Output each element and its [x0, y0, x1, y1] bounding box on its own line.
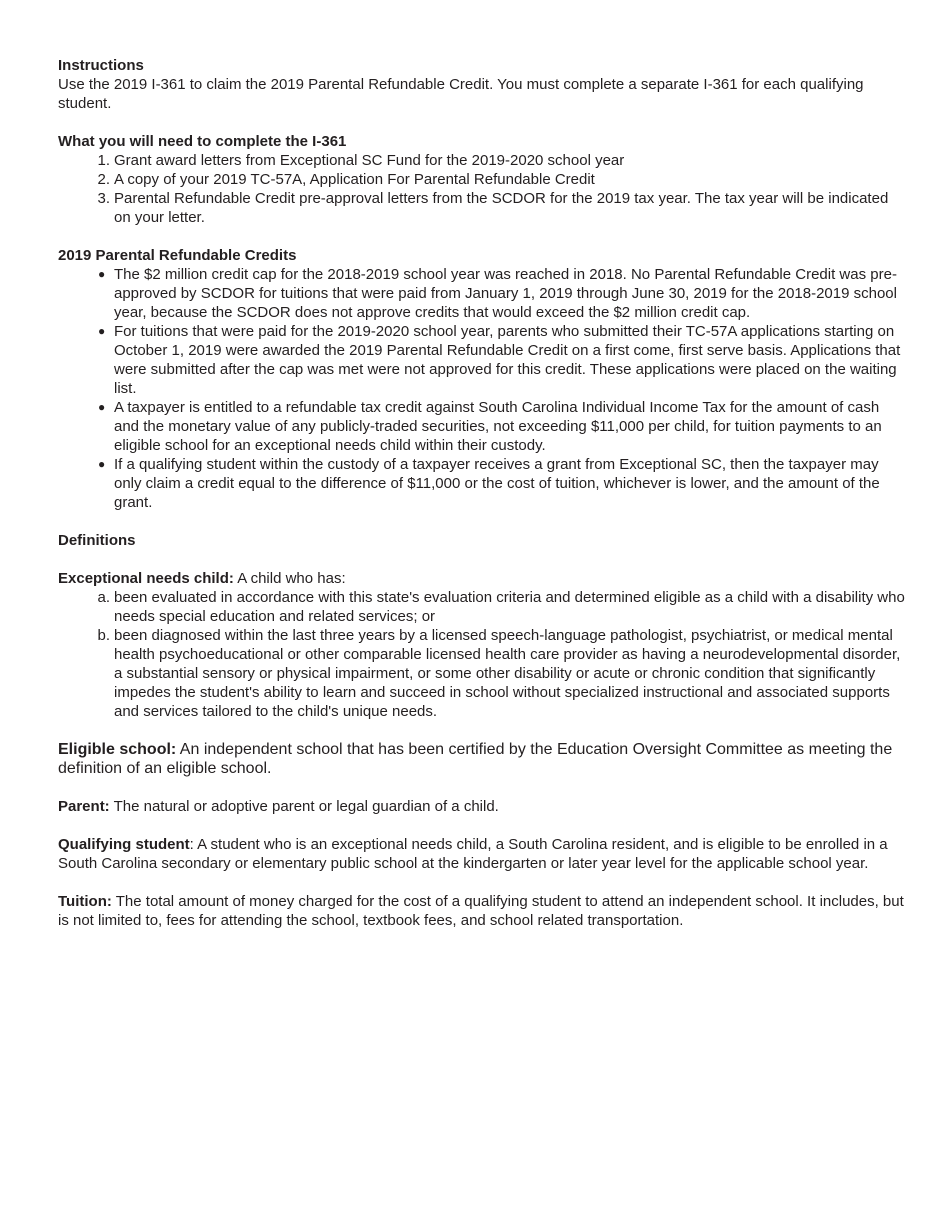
definition-term: Tuition: [58, 893, 112, 910]
list-item [98, 398, 908, 455]
credits-heading: 2019 Parental Refundable Credits [58, 247, 297, 264]
bullet-icon: ● [98, 400, 106, 414]
definition-term: Parent: [58, 798, 110, 815]
definition-text: A child who has: [233, 570, 346, 587]
list-item-text: A taxpayer is entitled to a refundable tax credit against South Carolina Individual Income Tax for the amount of cash and the monetary value of any publicly-traded securities, not exceeding $11,000 per child, for tuition payments to an eligible school for an exceptional needs child within their custody. [114, 399, 882, 454]
list-item [97, 170, 908, 189]
definition-text: The natural or adoptive parent or legal guardian of a child. [109, 798, 499, 815]
bullet-icon: ● [98, 457, 106, 471]
definition-tuition [58, 892, 908, 930]
list-item [97, 588, 908, 626]
definition-term: Qualifying student [58, 836, 190, 853]
definition-text: The total amount of money charged for the cost of a qualifying student to attend an independent school. It includes, but is not limited to, fees for attending the school, textbook fees, and school related transportation. [58, 893, 904, 929]
definitions-heading: Definitions [58, 532, 136, 549]
definition-parent [58, 797, 908, 816]
list-item-text: been diagnosed within the last three years by a licensed speech-language pathologist, psychiatrist, or medical mental health psychoeducational or other comparable licensed health care provider as having a neurodevelopmental disorder, a substantial sensory or physical impairment, or some other disability or acute or chronic condition that significantly impedes the student's ability to learn and succeed in school without specialized instructional and associated supports and services tailored to the child's unique needs. [114, 627, 901, 720]
list-item-text: If a qualifying student within the custody of a taxpayer receives a grant from Exceptional SC, then the taxpayer may only claim a credit equal to the difference of $11,000 or the cost of tuition, whichever is lower, and the amount of the grant. [114, 456, 880, 511]
list-item-text: The $2 million credit cap for the 2018-2019 school year was reached in 2018. No Parental Refundable Credit was pre-approved by SCDOR for tuitions that were paid from January 1, 2019 through June 30, 2019 for the 2018-2019 school year, because the SCDOR does not approve credits that would exceed the $2 million credit cap. [114, 266, 897, 321]
list-marker: b. [97, 627, 110, 644]
needs-list [58, 151, 908, 227]
instructions-text: Use the 2019 I-361 to claim the 2019 Parental Refundable Credit. You must complete a separate I-361 for each qualifying student. [58, 76, 864, 112]
definition-text: : A student who is an exceptional needs child, a South Carolina resident, and is eligible to be enrolled in a South Carolina secondary or elementary public school at the kindergarten or later year level for the applicable school year. [58, 836, 888, 872]
list-item [98, 322, 908, 398]
needs-heading: What you will need to complete the I-361 [58, 133, 347, 150]
list-item-text: A copy of your 2019 TC-57A, Application For Parental Refundable Credit [114, 171, 595, 188]
list-marker: 1. [97, 152, 110, 169]
list-item-text: Grant award letters from Exceptional SC Fund for the 2019-2020 school year [114, 152, 625, 169]
definition-text: An independent school that has been certified by the Education Oversight Committee as meeting the definition of an eligible school. [58, 741, 893, 777]
list-item [98, 265, 908, 322]
instructions-heading: Instructions [58, 57, 144, 74]
list-item [98, 455, 908, 512]
list-item-text: been evaluated in accordance with this state's evaluation criteria and determined eligible as a child with a disability who needs special education and related services; or [114, 589, 905, 625]
list-marker: 3. [97, 190, 110, 207]
list-item-text: Parental Refundable Credit pre-approval letters from the SCDOR for the 2019 tax year. The tax year will be indicated on your letter. [114, 190, 889, 226]
list-item [97, 626, 908, 721]
definition-exceptional-needs-child [58, 569, 908, 588]
list-item-text: For tuitions that were paid for the 2019-2020 school year, parents who submitted their TC-57A applications starting on October 1, 2019 were awarded the 2019 Parental Refundable Credit on a first come, first serve basis. Applications that were submitted after the cap was met were not approved for this credit. These applications were placed on the waiting list. [114, 323, 901, 397]
list-marker: a. [97, 589, 110, 606]
list-marker: 2. [97, 171, 110, 188]
definition-term: Exceptional needs child: [58, 570, 234, 587]
definition-qualifying-student [58, 835, 908, 873]
definition-eligible-school [58, 740, 908, 778]
exceptional-criteria-list [58, 588, 908, 721]
document-page [58, 56, 908, 930]
definition-term: Eligible school: [58, 741, 177, 758]
list-item [97, 151, 908, 170]
bullet-icon: ● [98, 324, 106, 338]
bullet-icon: ● [98, 267, 106, 281]
credits-list [58, 265, 908, 512]
list-item [97, 189, 908, 227]
